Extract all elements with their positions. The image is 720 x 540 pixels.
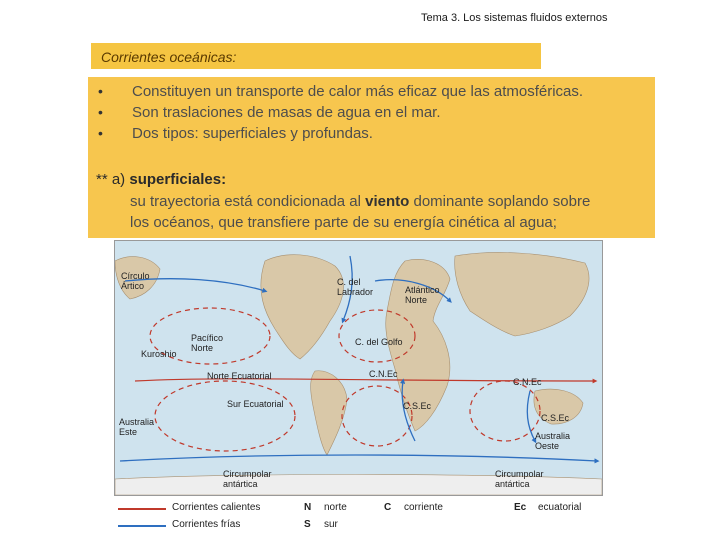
legend-warm: Corrientes calientes bbox=[172, 502, 261, 513]
legend-c-val: corriente bbox=[404, 502, 443, 513]
map-label-sur-ecuatorial: Sur Ecuatorial bbox=[227, 399, 284, 409]
legend-cold: Corrientes frías bbox=[172, 519, 241, 530]
map-label-cnec-atlantico: C.N.Ec bbox=[369, 369, 398, 379]
circumpolar-current bbox=[120, 455, 597, 461]
map-label-kuroshio: Kuroshio bbox=[141, 349, 177, 359]
legend-n-key: N bbox=[304, 502, 312, 513]
indian-ocean-gyre bbox=[470, 381, 540, 441]
subsection-paragraph bbox=[130, 191, 650, 233]
north-america-land bbox=[261, 255, 344, 359]
bullet-text: Dos tipos: superficiales y profundas. bbox=[132, 125, 373, 142]
legend-c-key: C bbox=[384, 502, 392, 513]
map-legend bbox=[114, 500, 601, 536]
bullet-text: Constituyen un transporte de calor más eficaz que las atmosféricas. bbox=[132, 83, 584, 100]
subsection-title: superficiales: bbox=[129, 171, 227, 188]
line1-pre: su trayectoria está condicionada al bbox=[130, 193, 366, 210]
map-label-golfo: C. del Golfo bbox=[355, 337, 403, 347]
asia-land bbox=[455, 252, 589, 336]
map-label-csec-indico: C.S.Ec bbox=[541, 413, 570, 423]
legend-s-val: sur bbox=[324, 519, 338, 530]
map-label-pacifico-norte: Pacífico Norte bbox=[191, 333, 224, 353]
map-label-cnec-indico: C.N.Ec bbox=[513, 377, 542, 387]
bullet-dot: • bbox=[98, 83, 103, 99]
paragraph-line-1 bbox=[130, 191, 650, 212]
cold-current-swatch bbox=[118, 525, 166, 527]
map-label-circulo-artico: Círculo Ártico bbox=[121, 271, 150, 291]
map-label-australia-este: Australia Este bbox=[119, 417, 155, 437]
map-label-atlantico-norte: Atlántico Norte bbox=[405, 285, 440, 305]
section-title-bar bbox=[91, 43, 541, 69]
bullet-dot: • bbox=[98, 125, 103, 141]
warm-current-swatch bbox=[118, 508, 166, 510]
section-title: Corrientes oceánicas: bbox=[101, 49, 237, 65]
map-label-circumpolar-1: Circumpolar antártica bbox=[223, 469, 272, 489]
legend-ec-val: ecuatorial bbox=[538, 502, 582, 513]
legend-s-key: S bbox=[304, 519, 311, 530]
map-label-australia-oeste: Australia Oeste bbox=[535, 431, 571, 451]
subsection-heading bbox=[96, 171, 226, 188]
south-pacific-gyre bbox=[155, 381, 295, 451]
page-header-title: Tema 3. Los sistemas fluidos externos bbox=[421, 12, 608, 24]
legend-n-val: norte bbox=[324, 502, 347, 513]
line1-bold: viento bbox=[365, 193, 410, 210]
map-label-csec-atlantico: C.S.Ec bbox=[403, 401, 432, 411]
legend-ec-key: Ec bbox=[514, 502, 527, 513]
paragraph-line-2: los océanos, que transfiere parte de su energía cinética al agua; bbox=[130, 214, 557, 231]
bullet-text: Son traslaciones de masas de agua en el mar. bbox=[132, 104, 441, 121]
subsection-prefix: ** a) bbox=[96, 171, 126, 188]
bullet-dot: • bbox=[98, 104, 103, 120]
line1-post: dominante soplando sobre bbox=[409, 193, 591, 210]
south-america-land bbox=[311, 371, 347, 455]
content-box bbox=[88, 77, 655, 238]
map-label-labrador: C. del Labrador bbox=[337, 277, 374, 297]
map-label-circumpolar-2: Circumpolar antártica bbox=[495, 469, 544, 489]
map-label-norte-ecuatorial: Norte Ecuatorial bbox=[207, 371, 272, 381]
ocean-currents-map bbox=[114, 240, 603, 496]
